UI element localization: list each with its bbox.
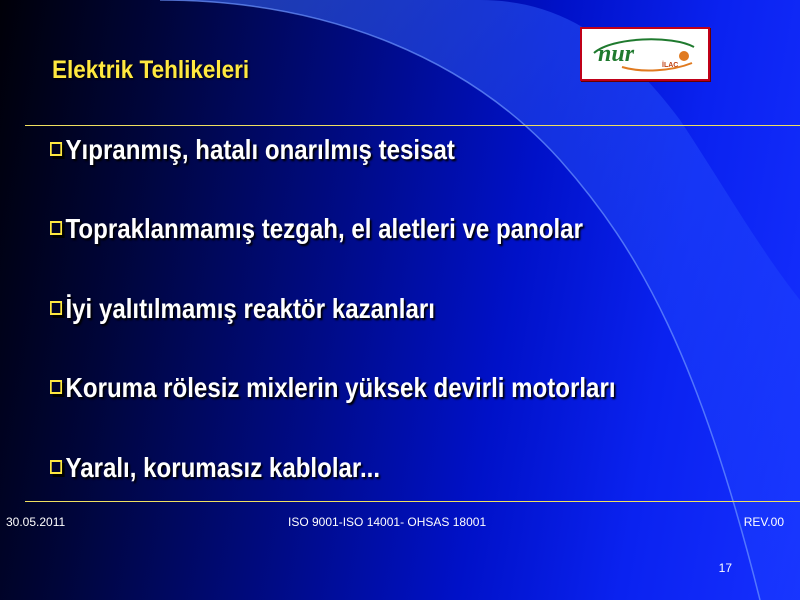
footer-standards: ISO 9001-ISO 14001- OHSAS 18001 bbox=[288, 515, 487, 529]
bullet-item: Yaralı, korumasız kablolar... bbox=[50, 452, 380, 484]
svg-text:İLAÇ: İLAÇ bbox=[662, 62, 679, 69]
bullet-item: İyi yalıtılmamış reaktör kazanları bbox=[50, 293, 435, 325]
checkbox-bullet-icon bbox=[50, 380, 62, 394]
company-logo bbox=[580, 27, 710, 81]
svg-text:nur: nur bbox=[598, 41, 635, 67]
checkbox-bullet-icon bbox=[50, 221, 62, 235]
checkbox-bullet-icon bbox=[50, 142, 62, 156]
header-divider bbox=[25, 125, 800, 126]
checkbox-bullet-icon bbox=[50, 460, 62, 474]
bullet-item: Yıpranmış, hatalı onarılmış tesisat bbox=[50, 134, 455, 166]
checkbox-bullet-icon bbox=[50, 301, 62, 315]
footer-divider bbox=[25, 501, 800, 502]
slide-title: Elektrik Tehlikeleri bbox=[52, 56, 250, 84]
page-number: 17 bbox=[718, 561, 732, 575]
bullet-item: Koruma rölesiz mixlerin yüksek devirli motorları bbox=[50, 372, 616, 404]
bullet-item: Topraklanmamış tezgah, el aletleri ve panolar bbox=[50, 213, 583, 245]
footer-revision: REV.00 bbox=[743, 515, 784, 529]
nur-ilac-logo-icon bbox=[582, 29, 708, 79]
footer-date: 30.05.2011 bbox=[6, 515, 66, 529]
